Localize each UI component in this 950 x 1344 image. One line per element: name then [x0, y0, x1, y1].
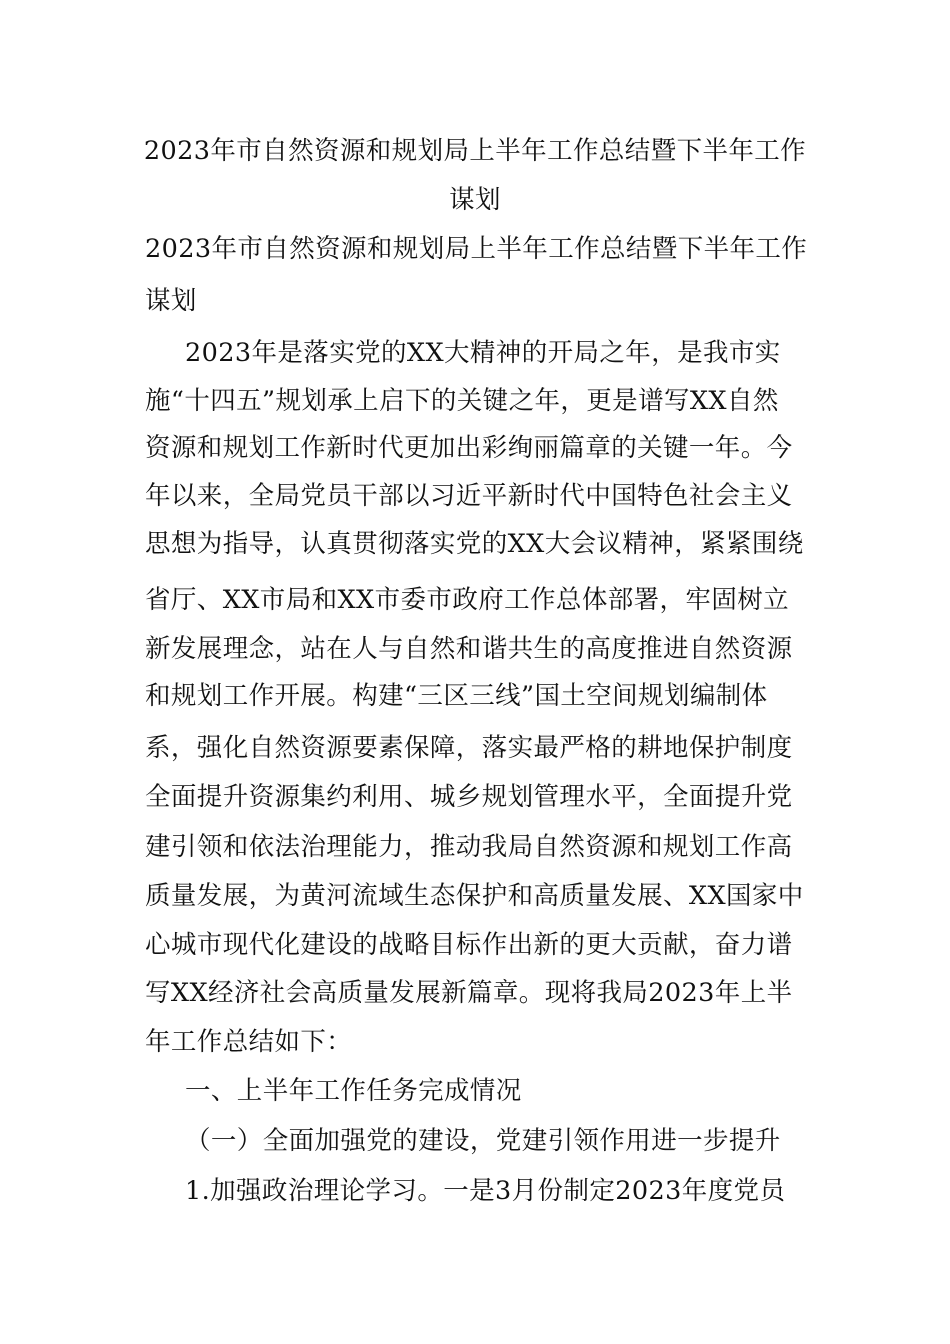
repeated-title-line-1: 2023年市自然资源和规划局上半年工作总结暨下半年工作	[145, 234, 808, 264]
body-line-13: 心城市现代化建设的战略目标作出新的更大贡献，奋力谱	[145, 930, 793, 960]
body-line-12: 质量发展，为黄河流域生态保护和高质量发展、XX国家中	[145, 881, 804, 911]
body-line-4: 年以来，全局党员干部以习近平新时代中国特色社会主义	[145, 481, 793, 511]
body-line-5: 思想为指导，认真贯彻落实党的XX大会议精神，紧紧围绕	[145, 529, 804, 559]
body-line-8: 和规划工作开展。构建“三区三线”国土空间规划编制体	[145, 681, 768, 711]
body-line-11: 建引领和依法治理能力，推动我局自然资源和规划工作高	[145, 832, 793, 862]
numbered-item: 1.加强政治理论学习。一是3月份制定2023年度党员	[185, 1176, 786, 1206]
body-line-14: 写XX经济社会高质量发展新篇章。现将我局2023年上半	[145, 978, 793, 1008]
subsection-heading: （一）全面加强党的建设，党建引领作用进一步提升	[185, 1126, 781, 1156]
section-heading: 一、上半年工作任务完成情况	[185, 1076, 522, 1106]
body-line-3: 资源和规划工作新时代更加出彩绚丽篇章的关键一年。今	[145, 433, 793, 463]
document-title-line-2: 谋划	[449, 185, 501, 215]
body-line-2: 施“十四五”规划承上启下的关键之年，更是谱写XX自然	[145, 386, 779, 416]
body-line-9: 系，强化自然资源要素保障，落实最严格的耕地保护制度	[145, 733, 793, 763]
document-title-line-1: 2023年市自然资源和规划局上半年工作总结暨下半年工作	[143, 136, 807, 166]
repeated-title-line-2: 谋划	[145, 286, 197, 316]
body-line-1: 2023年是落实党的XX大精神的开局之年，是我市实	[185, 338, 781, 368]
body-line-10: 全面提升资源集约利用、城乡规划管理水平，全面提升党	[145, 782, 793, 812]
body-line-7: 新发展理念，站在人与自然和谐共生的高度推进自然资源	[145, 634, 793, 664]
body-line-6: 省厅、XX市局和XX市委市政府工作总体部署，牢固树立	[145, 585, 790, 615]
body-line-15: 年工作总结如下：	[145, 1027, 353, 1057]
